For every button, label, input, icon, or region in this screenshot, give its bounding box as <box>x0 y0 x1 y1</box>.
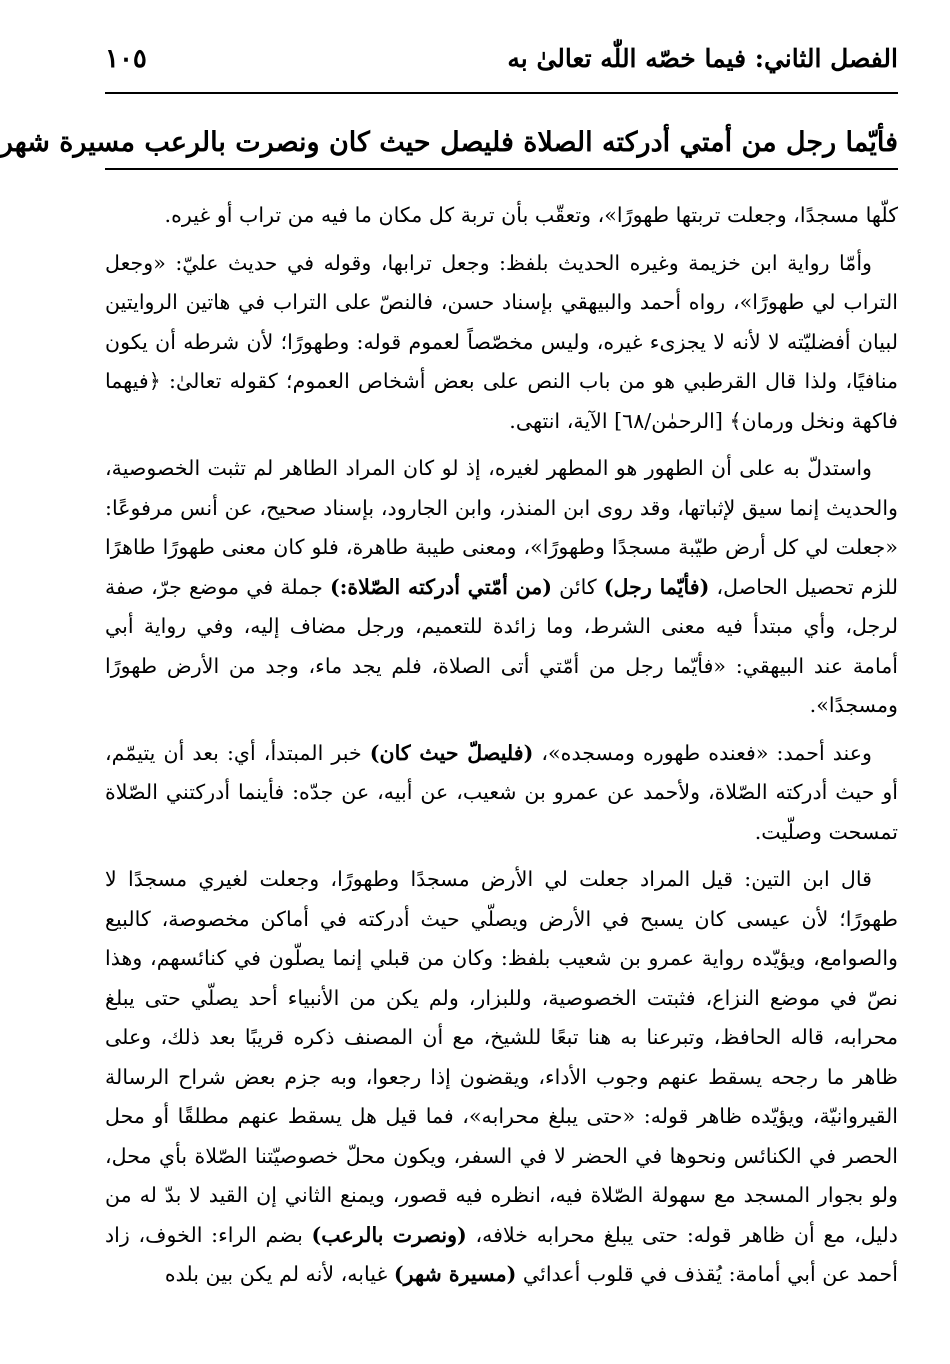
paragraph-5 <box>105 860 898 1295</box>
page-number: ١٠٥ <box>105 44 147 74</box>
text-segment: كلّها مسجدًا، وجعلت تربتها طهورًا»، وتعقّب بأن تربة كل مكان ما فيه من تراب أو غيره. <box>164 203 898 227</box>
text-segment: جملة في موضع جرّ، صفة لرجل، وأي مبتدأ فيه معنى الشرط، وما زائدة للتعميم، ورجل مضاف إليه، وفي رواية أبي أمامة عند البيهقي: «فأيّما رجل من أمّتي أتى الصلاة، فلم يجد ماء، وجد من الأرض طهورًا ومسجدًا». <box>105 574 898 717</box>
text-segment: بضم الراء: الخوف، زاد أحمد عن أبي أمامة: يُقذف في قلوب أعدائي <box>105 1222 898 1286</box>
page-header <box>105 0 898 98</box>
paragraph-4 <box>105 734 898 853</box>
quoted-matn: (فليصلّ حيث كان) <box>369 740 534 765</box>
quoted-matn: (مسيرة شهر) <box>393 1262 517 1286</box>
commentary-body <box>105 196 898 1295</box>
text-segment: واستدلّ به على أن الطهور هو المطهر لغيره، إذ لو كان المراد الطاهر لم تثبت الخصوصية، والحديث إنما سيق لإثباتها، وقد روى ابن المنذر، وابن الجارود، بإسناد صحيح، عن أنس مرفوعًا: «جعلت لي كل أرض طيّبة مسجدًا وطهورًا»، ومعنى طيبة طاهرة، فلو كان معنى طهورًا طاهرًا للزم تحصيل الحاصل، <box>105 456 898 599</box>
text-segment: كائن <box>552 574 604 599</box>
text-segment: غيابه، لأنه لم يكن بين بلده <box>164 1262 394 1286</box>
quoted-matn: (فأيّما رجل) <box>603 574 710 599</box>
text-segment: وأمّا رواية ابن خزيمة وغيره الحديث بلفظ: وجعل ترابها، وقوله في حديث عليّ: «وجعل التراب لي طهورًا»، رواه أحمد والبيهقي بإسناد حسن، فالنصّ على التراب في هاتين الروايتين لبيان أفضليّته لا لأنه لا يجزىء غيره، وليس مخصّصاً لعموم قوله: وطهورًا؛ لأن شرطه أن يكون منافيًا، ولذا قال القرطبي هو من باب النص على بعض أشخاص العموم؛ كقوله تعالىٰ: ﴿فيهما فاكهة ونخل ورمان﴾ [الرحمٰن/٦٨] الآية، انتهى. <box>105 250 898 433</box>
paragraph-3 <box>105 449 898 726</box>
header-divider <box>105 92 898 94</box>
text-segment: وعند أحمد: «فعنده طهوره ومسجده»، <box>533 740 872 765</box>
hadith-text-line: فأيّما رجل من أمتي أدركته الصلاة فليصل حيث كان ونصرت بالرعب مسيرة شهر <box>105 120 898 170</box>
paragraph-2 <box>105 244 898 442</box>
text-segment: قال ابن التين: قيل المراد جعلت لي الأرض مسجدًا وطهورًا، وجعلت لغيري مسجدًا لا طهورًا؛ لأن عيسى كان يسبح في الأرض ويصلّي حيث أدركته في أماكن مخصوصة، كالبيع والصوامع، ويؤيّده رواية عمرو بن شعيب بلفظ: وكان من قبلي إنما يصلّون في كنائسهم، وهذا نصّ في موضع النزاع، فثبتت الخصوصية، وللبزار، ولم يكن من الأنبياء أحد يصلّي حتى يبلغ محرابه، قاله الحافظ، وتبرعنا به هنا تبعًا للشيخ، مع أن المصنف ذكره قريبًا بعد ذلك، وعلى ظاهر ما رجحه يسقط عنهم وجوب الأداء، ويقضون إذا رجعوا، وبه جزم بعض شراح الرسالة القيروانيّة، ويؤيّده ظاهر قوله: «حتى يبلغ محرابه»، فما قيل هل يسقط عنهم مطلقًا أو محل الحصر في الكنائس ونحوها في الحضر لا في السفر، ويكون محلّ خصوصيّتنا الصّلاة بأي محل، ولو بجوار المسجد مع سهولة الصّلاة فيه، انظره فيه قصور، ويمنع الثاني إن القيد لا بدّ له من دليل، مع أن ظاهر قوله: حتى يبلغ محرابه خلافه، <box>105 867 898 1247</box>
quoted-matn: (من أمّتي أدركته الصّلاة:) <box>330 574 553 599</box>
quoted-matn: (ونصرت بالرعب) <box>311 1222 467 1247</box>
chapter-title: الفصل الثاني: فيما خصّه اللّٰه تعالىٰ به <box>507 44 898 73</box>
paragraph-1 <box>105 196 898 236</box>
text-segment: خبر المبتدأ، أي: بعد أن يتيمّم، أو حيث أدركته الصّلاة، ولأحمد عن عمرو بن شعيب، عن أبيه، عن جدّه: فأينما أدركتني الصّلاة تمسحت وصلّيت. <box>105 740 898 844</box>
